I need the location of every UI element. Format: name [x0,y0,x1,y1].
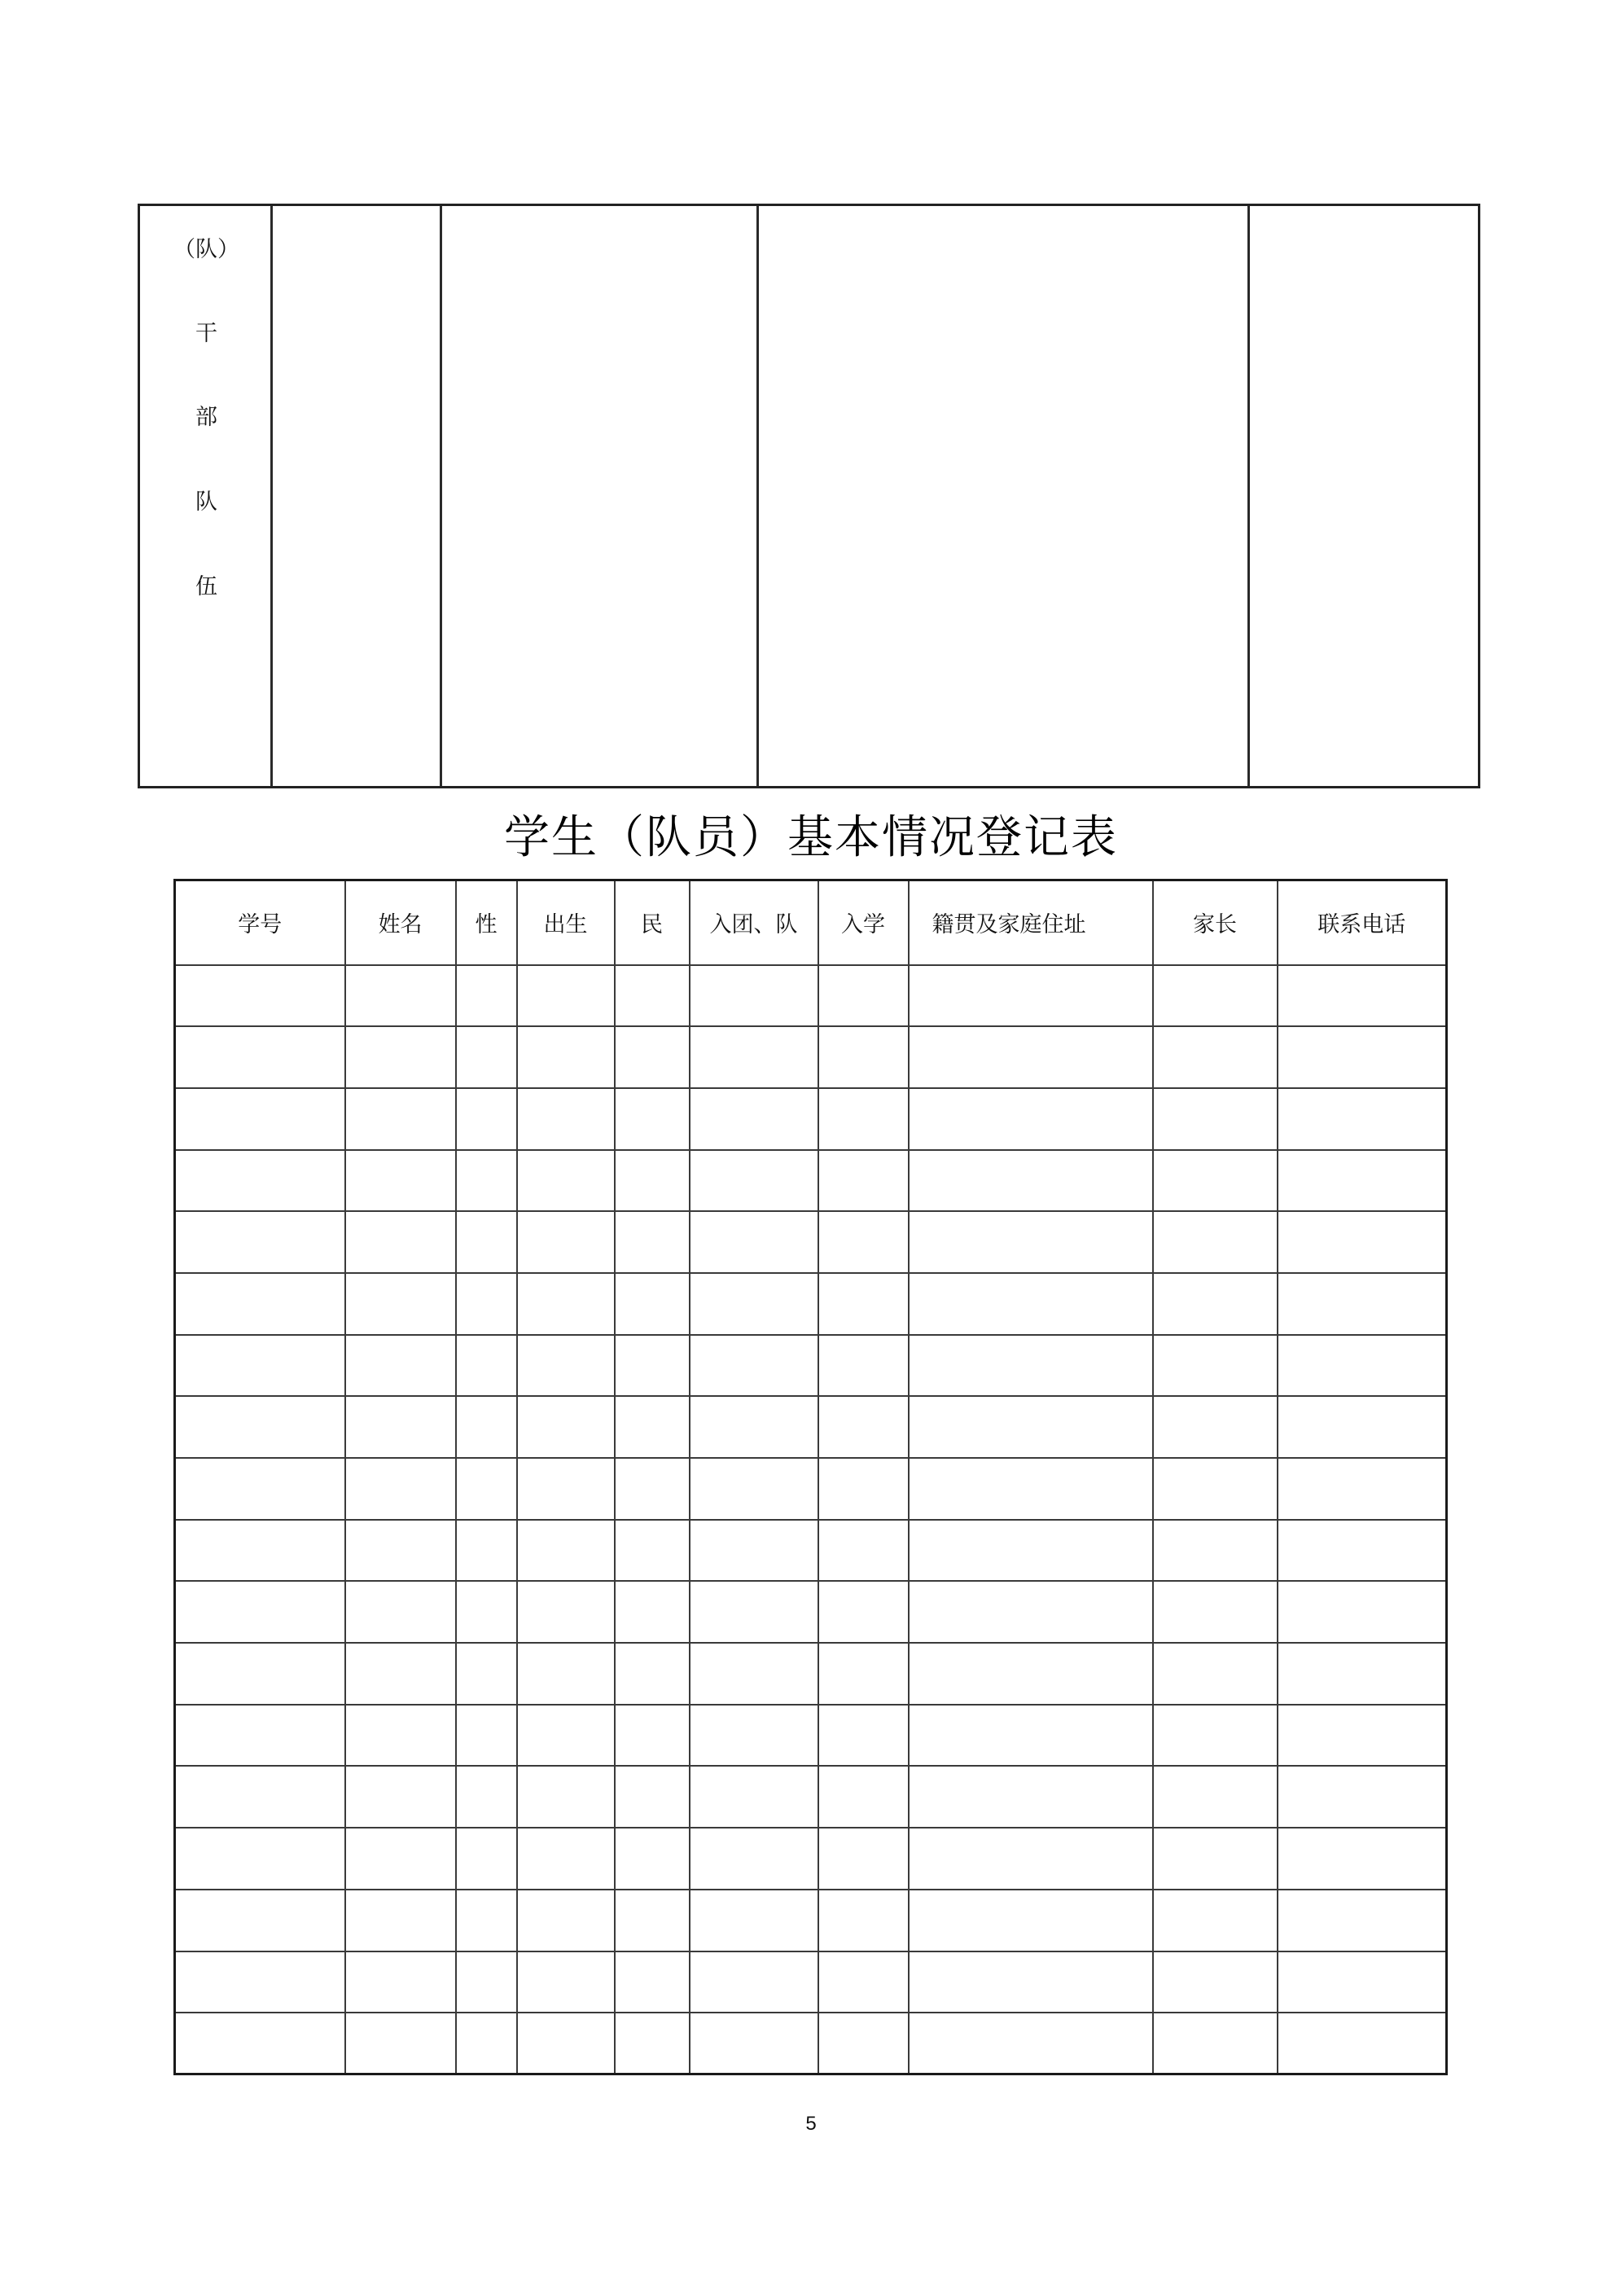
table-cell[interactable] [1153,1273,1278,1335]
table-cell[interactable] [345,1026,456,1088]
table-cell[interactable] [690,1520,818,1582]
table-cell[interactable] [517,1520,615,1582]
table-cell[interactable] [615,1211,690,1273]
table-cell[interactable] [175,1026,345,1088]
table-cell[interactable] [818,1458,909,1520]
table-cell[interactable] [345,1335,456,1397]
table-cell[interactable] [909,1273,1153,1335]
table-cell[interactable] [1278,1705,1447,1767]
table-cell[interactable] [818,2013,909,2074]
table-cell[interactable] [818,1211,909,1273]
table-cell[interactable] [456,1705,517,1767]
table-cell[interactable] [1278,1890,1447,1951]
table-cell[interactable] [345,1520,456,1582]
table-cell[interactable] [818,1890,909,1951]
table-cell[interactable] [909,1088,1153,1150]
table-cell[interactable] [1278,1828,1447,1890]
table-row [175,1828,1447,1890]
table-cell[interactable] [456,1396,517,1458]
table-cell[interactable] [690,965,818,1027]
table-cell[interactable] [615,1766,690,1828]
page-number: 5 [805,2113,817,2135]
table-cell[interactable] [690,1951,818,2013]
table-cell[interactable] [1153,1643,1278,1705]
table-cell[interactable] [615,1520,690,1582]
table-cell[interactable] [615,1458,690,1520]
table-cell[interactable] [517,2013,615,2074]
column-divider [756,206,759,786]
table-row [175,1335,1447,1397]
table-cell[interactable] [1153,1211,1278,1273]
table-cell[interactable] [1153,1150,1278,1212]
table-cell[interactable] [175,1211,345,1273]
table-cell[interactable] [345,1150,456,1212]
table-cell[interactable] [456,1458,517,1520]
table-cell[interactable] [818,1643,909,1705]
header-enrollment: 入学 [818,880,909,965]
table-cell[interactable] [909,1458,1153,1520]
table-cell[interactable] [345,1458,456,1520]
table-row [175,1396,1447,1458]
table-row [175,1520,1447,1582]
table-row [175,1951,1447,2013]
table-cell[interactable] [456,1828,517,1890]
table-cell[interactable] [345,1705,456,1767]
table-cell[interactable] [615,1828,690,1890]
table-cell[interactable] [517,1643,615,1705]
table-cell[interactable] [517,1211,615,1273]
table-row [175,1705,1447,1767]
table-cell[interactable] [690,1396,818,1458]
table-cell[interactable] [456,1520,517,1582]
table-cell[interactable] [1278,2013,1447,2074]
table-cell[interactable] [690,1335,818,1397]
table-cell[interactable] [517,1705,615,1767]
header-phone: 联系电话 [1278,880,1447,965]
table-cell[interactable] [345,1828,456,1890]
table-row [175,1643,1447,1705]
table-cell[interactable] [456,1026,517,1088]
table-cell[interactable] [909,1581,1153,1643]
table-cell[interactable] [175,1828,345,1890]
table-cell[interactable] [517,1273,615,1335]
header-ethnicity: 民 [615,880,690,965]
table-cell[interactable] [517,1335,615,1397]
table-cell[interactable] [615,1088,690,1150]
table-cell[interactable] [690,1766,818,1828]
label-char: 队 [195,489,217,515]
table-cell[interactable] [615,1890,690,1951]
table-cell[interactable] [517,1088,615,1150]
table-cell[interactable] [517,965,615,1027]
table-cell[interactable] [909,1828,1153,1890]
table-cell[interactable] [690,1088,818,1150]
table-cell[interactable] [1153,1396,1278,1458]
table-cell[interactable] [517,1951,615,2013]
table-cell[interactable] [1278,965,1447,1027]
column-divider [1247,206,1250,786]
column-divider [440,206,442,786]
table-cell[interactable] [1278,1088,1447,1150]
table-cell[interactable] [615,1273,690,1335]
table-row [175,1458,1447,1520]
table-cell[interactable] [909,1396,1153,1458]
table-cell[interactable] [456,1643,517,1705]
label-char: 干 [195,321,217,346]
table-cell[interactable] [1153,1026,1278,1088]
table-cell[interactable] [175,1150,345,1212]
table-cell[interactable] [615,1150,690,1212]
header-join-league: 入团、队 [690,880,818,965]
table-cell[interactable] [690,1890,818,1951]
table-cell[interactable] [818,1520,909,1582]
table-cell[interactable] [909,1766,1153,1828]
table-cell[interactable] [456,1150,517,1212]
table-cell[interactable] [175,1088,345,1150]
header-row [175,880,1447,965]
table-row [175,1211,1447,1273]
table-cell[interactable] [456,1890,517,1951]
table-cell[interactable] [1153,2013,1278,2074]
table-cell[interactable] [345,1643,456,1705]
table-cell[interactable] [345,1211,456,1273]
table-cell[interactable] [1153,1951,1278,2013]
student-register-table [173,879,1448,2075]
table-cell[interactable] [818,1828,909,1890]
table-cell[interactable] [818,1335,909,1397]
table-cell[interactable] [175,1705,345,1767]
table-cell[interactable] [517,1396,615,1458]
table-cell[interactable] [1278,1458,1447,1520]
header-student-id: 学号 [175,880,345,965]
table-cell[interactable] [517,1766,615,1828]
table-cell[interactable] [345,1581,456,1643]
page-title: 学生（队员）基本情况登记表 [504,811,1118,864]
table-cell[interactable] [175,965,345,1027]
table-row [175,1890,1447,1951]
header-name: 姓名 [345,880,456,965]
table-cell[interactable] [1153,1520,1278,1582]
cadre-team-table [138,204,1480,788]
table-cell[interactable] [345,1396,456,1458]
table-cell[interactable] [345,1951,456,2013]
table-cell[interactable] [615,1581,690,1643]
table-cell[interactable] [615,2013,690,2074]
table-cell[interactable] [1278,1150,1447,1212]
table-cell[interactable] [345,1088,456,1150]
label-char: （队） [173,237,239,262]
table-row [175,1273,1447,1335]
table-cell[interactable] [690,1150,818,1212]
table-cell[interactable] [1153,1581,1278,1643]
table-cell[interactable] [175,1766,345,1828]
table-cell[interactable] [456,1211,517,1273]
table-cell[interactable] [615,1396,690,1458]
table-cell[interactable] [909,1026,1153,1088]
table-cell[interactable] [909,1705,1153,1767]
table-cell[interactable] [1278,1766,1447,1828]
table-cell[interactable] [175,1396,345,1458]
table-cell[interactable] [690,1273,818,1335]
table-cell[interactable] [690,1458,818,1520]
table-cell[interactable] [615,1335,690,1397]
table-cell[interactable] [175,1458,345,1520]
table-cell[interactable] [1153,1705,1278,1767]
table-cell[interactable] [1153,1088,1278,1150]
table-cell[interactable] [517,1458,615,1520]
table-cell[interactable] [1153,1890,1278,1951]
label-char: 伍 [195,574,217,599]
table-cell[interactable] [615,1951,690,2013]
table-cell[interactable] [818,1766,909,1828]
table-cell[interactable] [175,1951,345,2013]
table-cell[interactable] [818,1150,909,1212]
table-cell[interactable] [818,1088,909,1150]
table-cell[interactable] [909,1951,1153,2013]
table-cell[interactable] [175,1890,345,1951]
table-cell[interactable] [818,1273,909,1335]
table-cell[interactable] [175,1520,345,1582]
table-cell[interactable] [1153,965,1278,1027]
table-cell[interactable] [175,1335,345,1397]
label-char: 部 [195,405,217,430]
table-cell[interactable] [1278,1273,1447,1335]
table-cell[interactable] [1278,1335,1447,1397]
header-parent: 家长 [1153,880,1278,965]
table-cell[interactable] [1278,1026,1447,1088]
table-cell[interactable] [456,1581,517,1643]
table-cell[interactable] [345,1273,456,1335]
table-cell[interactable] [345,2013,456,2074]
table-cell[interactable] [1153,1828,1278,1890]
table-cell[interactable] [1278,1951,1447,2013]
table-cell[interactable] [909,2013,1153,2074]
table-row [175,1026,1447,1088]
table-cell[interactable] [456,2013,517,2074]
table-cell[interactable] [456,1335,517,1397]
table-cell[interactable] [1153,1458,1278,1520]
table-cell[interactable] [175,1581,345,1643]
table-cell[interactable] [456,1088,517,1150]
table-cell[interactable] [456,1951,517,2013]
table-cell[interactable] [690,1643,818,1705]
table-cell[interactable] [1278,1520,1447,1582]
table-cell[interactable] [517,1828,615,1890]
table-cell[interactable] [175,1273,345,1335]
table-cell[interactable] [1153,1766,1278,1828]
table-cell[interactable] [345,1766,456,1828]
table-cell[interactable] [818,1581,909,1643]
header-address: 籍贯及家庭住址 [909,880,1153,965]
table-cell[interactable] [1278,1643,1447,1705]
table-cell[interactable] [345,1890,456,1951]
table-cell[interactable] [690,1026,818,1088]
table-cell[interactable] [175,1643,345,1705]
table-row [175,2013,1447,2074]
table-cell[interactable] [175,2013,345,2074]
table-cell[interactable] [1278,1581,1447,1643]
header-birth: 出生 [517,880,615,965]
table-cell[interactable] [690,1211,818,1273]
table-cell[interactable] [909,1211,1153,1273]
table-cell[interactable] [818,965,909,1027]
table-cell[interactable] [615,965,690,1027]
table-cell[interactable] [517,1890,615,1951]
table-cell[interactable] [690,1581,818,1643]
header-gender: 性 [456,880,517,965]
table-cell[interactable] [909,1150,1153,1212]
table-cell[interactable] [690,2013,818,2074]
table-cell[interactable] [1278,1396,1447,1458]
table-row [175,965,1447,1027]
table-cell[interactable] [818,1951,909,2013]
table-row [175,1766,1447,1828]
table-cell[interactable] [456,965,517,1027]
table-cell[interactable] [690,1705,818,1767]
table-cell[interactable] [1153,1335,1278,1397]
register-body [175,965,1447,2074]
table-row [175,1150,1447,1212]
table-cell[interactable] [615,1705,690,1767]
table-cell[interactable] [909,1890,1153,1951]
table-cell[interactable] [615,1026,690,1088]
table-cell[interactable] [456,1766,517,1828]
table-cell[interactable] [456,1273,517,1335]
table-cell[interactable] [909,1335,1153,1397]
table-cell[interactable] [690,1828,818,1890]
table-cell[interactable] [615,1643,690,1705]
table-cell[interactable] [909,1643,1153,1705]
table-cell[interactable] [345,965,456,1027]
table-cell[interactable] [517,1581,615,1643]
table-row [175,1088,1447,1150]
table-cell[interactable] [818,1026,909,1088]
table-cell[interactable] [909,1520,1153,1582]
table-cell[interactable] [517,1026,615,1088]
table-cell[interactable] [1278,1211,1447,1273]
table-cell[interactable] [818,1705,909,1767]
table-cell[interactable] [909,965,1153,1027]
table-cell[interactable] [818,1396,909,1458]
table-cell[interactable] [517,1150,615,1212]
table-row [175,1581,1447,1643]
